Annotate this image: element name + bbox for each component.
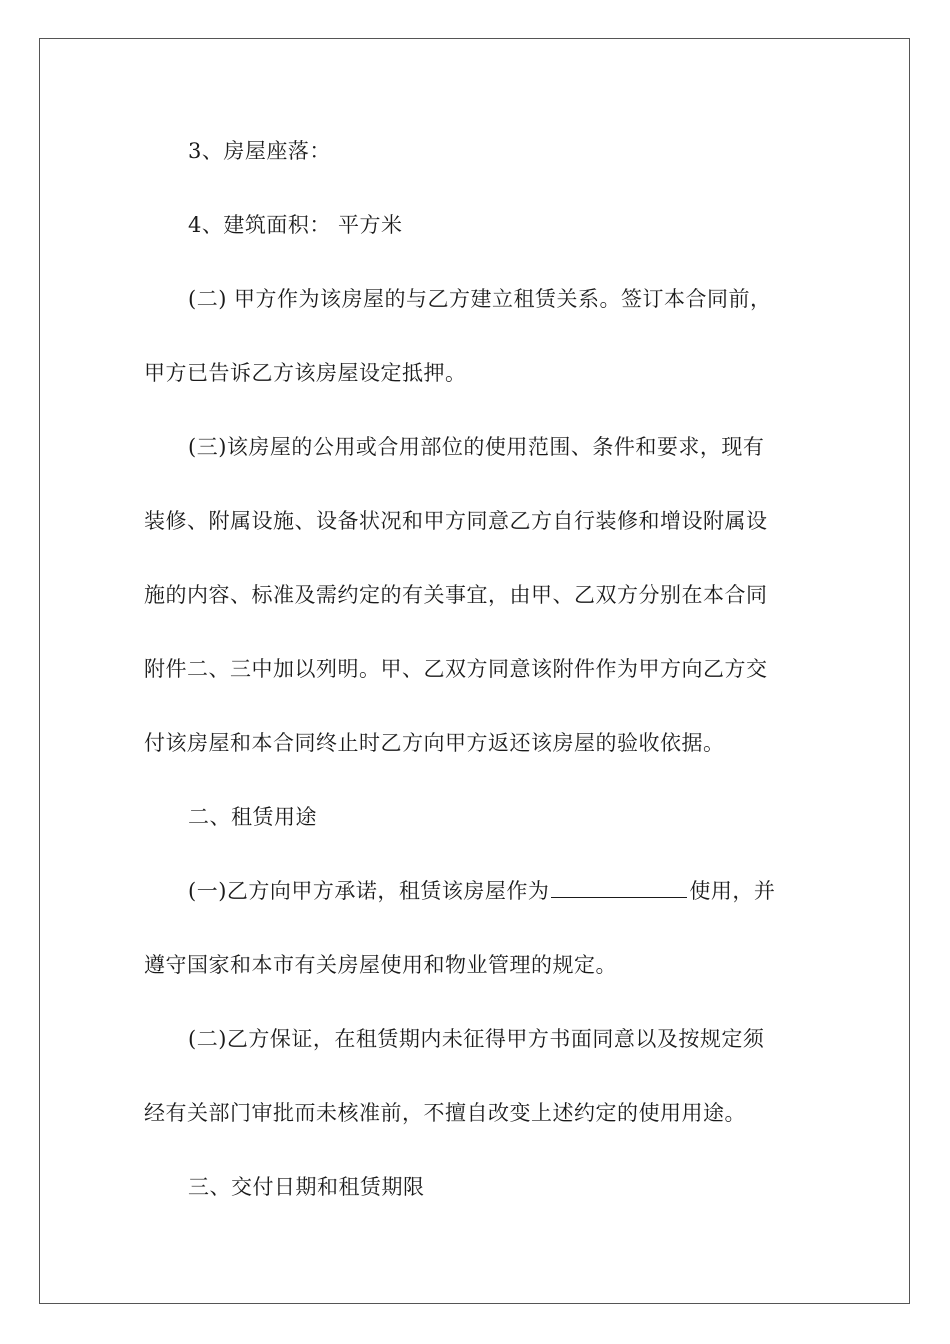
clause-location: 3、房屋座落： [188, 139, 331, 163]
purpose-clause-1-line-2: 遵守国家和本市有关房屋使用和物业管理的规定。 [144, 953, 617, 977]
clause-2-line-2: 甲方已告诉乙方该房屋设定抵押。 [144, 361, 467, 385]
clause-2-line-1: (二) 甲方作为该房屋的与乙方建立租赁关系。签订本合同前， [188, 287, 772, 311]
section-heading-delivery-term: 三、交付日期和租赁期限 [188, 1175, 425, 1199]
clause-3-line-1: (三)该房屋的公用或合用部位的使用范围、条件和要求，现有 [188, 435, 765, 459]
section-heading-lease-purpose: 二、租赁用途 [188, 805, 317, 829]
purpose-clause-2-line-1: (二)乙方保证，在租赁期内未征得甲方书面同意以及按规定须 [188, 1027, 765, 1051]
purpose-clause-1-line-1 [188, 876, 775, 906]
clause-3-line-4: 附件二、三中加以列明。甲、乙双方同意该附件作为甲方向乙方交 [144, 657, 768, 681]
purpose-fill-in-blank[interactable] [551, 877, 687, 898]
purpose-text-after-blank: 使用，并 [689, 879, 776, 903]
clause-floor-area: 4、建筑面积： 平方米 [188, 213, 403, 237]
purpose-clause-2-line-2: 经有关部门审批而未核准前，不擅自改变上述约定的使用用途。 [144, 1101, 746, 1125]
clause-3-line-3: 施的内容、标准及需约定的有关事宜，由甲、乙双方分别在本合同 [144, 583, 768, 607]
clause-3-line-2: 装修、附属设施、设备状况和甲方同意乙方自行装修和增设附属设 [144, 509, 768, 533]
purpose-text-before-blank: (一)乙方向甲方承诺，租赁该房屋作为 [188, 879, 550, 903]
clause-3-line-5: 付该房屋和本合同终止时乙方向甲方返还该房屋的验收依据。 [144, 731, 725, 755]
